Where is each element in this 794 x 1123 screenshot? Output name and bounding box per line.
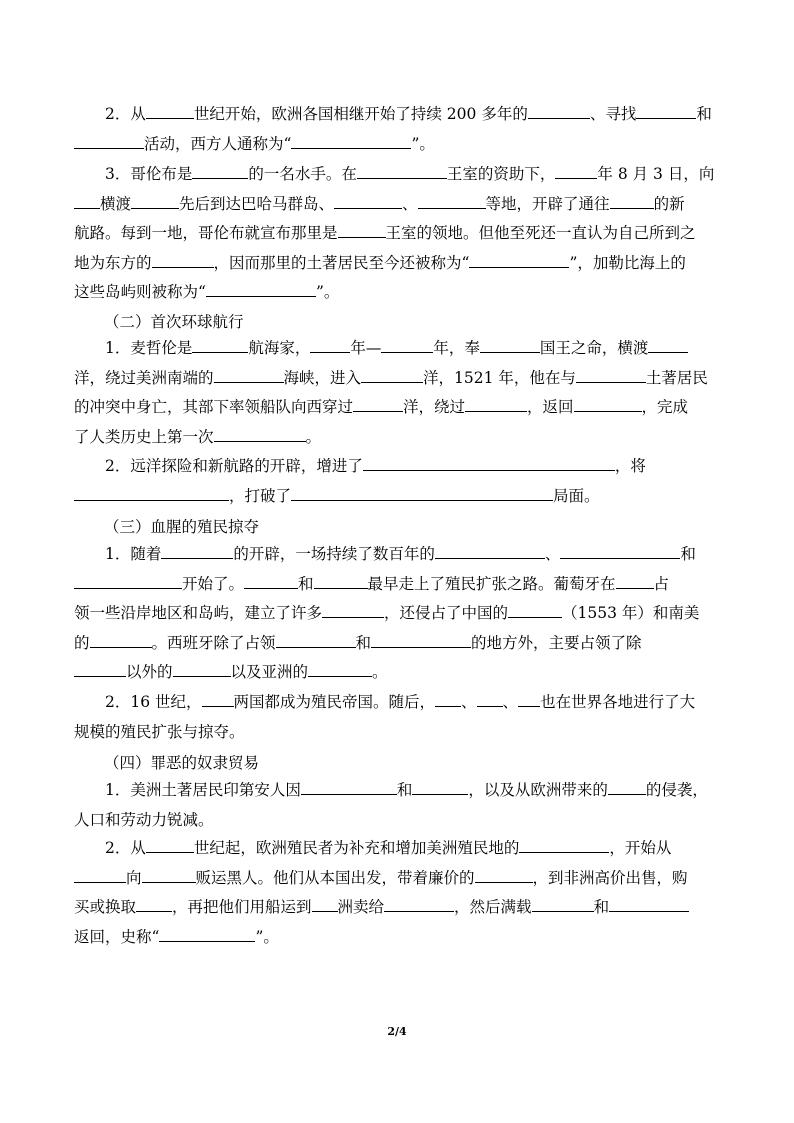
question-text: 2．从 bbox=[74, 105, 146, 123]
question-text: 。西班牙除了占领 bbox=[151, 633, 276, 652]
answer-blank[interactable] bbox=[161, 543, 233, 559]
question-text: 向 bbox=[126, 868, 142, 887]
question-text: 开始了。 bbox=[182, 574, 245, 593]
question-text: 占 bbox=[653, 574, 670, 593]
text-line bbox=[74, 393, 720, 423]
question-text: 等地，开辟了通往 bbox=[485, 194, 610, 213]
question-text: ，打破了 bbox=[229, 486, 292, 505]
question-text: 活动，西方人通称为“ bbox=[144, 134, 292, 153]
answer-blank[interactable] bbox=[192, 337, 248, 353]
text-line bbox=[74, 776, 720, 806]
question-text: 规模的殖民扩张与掠夺。 bbox=[74, 722, 245, 741]
text-line bbox=[74, 100, 720, 130]
text-line bbox=[74, 219, 720, 249]
question-paragraph bbox=[74, 776, 720, 835]
answer-blank[interactable] bbox=[301, 779, 397, 795]
question-text: ，完成 bbox=[641, 398, 689, 416]
question-text: 人口和劳动力锐减。 bbox=[74, 810, 214, 829]
answer-blank[interactable] bbox=[576, 367, 646, 383]
answer-blank[interactable] bbox=[361, 367, 423, 383]
text-line bbox=[74, 688, 720, 718]
text-line bbox=[74, 334, 720, 364]
answer-blank[interactable] bbox=[202, 691, 234, 707]
question-text: ，还侵占了中国的 bbox=[384, 604, 509, 622]
question-text: 这些岛屿则被称为“ bbox=[74, 283, 206, 301]
answer-blank[interactable] bbox=[435, 691, 461, 707]
question-text: 和 bbox=[593, 898, 610, 916]
answer-blank[interactable] bbox=[310, 337, 350, 353]
answer-blank[interactable] bbox=[74, 193, 100, 209]
answer-blank[interactable] bbox=[146, 103, 194, 119]
question-text: 。 bbox=[372, 663, 388, 681]
question-text: 2．16 世纪， bbox=[74, 693, 202, 711]
question-text: 、寻找 bbox=[589, 105, 637, 123]
answer-blank[interactable] bbox=[610, 193, 654, 209]
answer-blank[interactable] bbox=[465, 396, 527, 412]
question-text: 的新 bbox=[653, 194, 685, 213]
question-text: 海峡，进入 bbox=[283, 368, 362, 387]
answer-blank[interactable] bbox=[291, 485, 553, 501]
text-line bbox=[74, 278, 720, 308]
question-text: 世纪开始，欧洲各国相继开始了持续 200 多年的 bbox=[193, 105, 528, 123]
question-paragraph bbox=[74, 834, 720, 952]
answer-blank[interactable] bbox=[338, 222, 386, 238]
answer-blank[interactable] bbox=[357, 163, 447, 179]
question-text: 的开辟，一场持续了数百年的 bbox=[233, 545, 435, 563]
question-text: ，再把他们用船运到 bbox=[172, 898, 312, 916]
section-heading: （四）罪恶的奴隶贸易 bbox=[104, 754, 260, 772]
question-text: 和 bbox=[298, 574, 314, 593]
question-paragraph bbox=[74, 100, 720, 159]
question-text: ，返回 bbox=[527, 398, 574, 416]
question-text: ，到非洲高价出售，购 bbox=[532, 868, 688, 887]
text-line bbox=[74, 482, 720, 512]
question-text: 洲卖给 bbox=[337, 898, 385, 916]
text-line bbox=[74, 540, 720, 570]
text-line bbox=[74, 599, 720, 629]
question-text: 航海家， bbox=[248, 339, 311, 357]
question-paragraph bbox=[74, 540, 720, 688]
question-text: ，因而那里的土著居民至今还被称为“ bbox=[213, 253, 470, 272]
question-text: ”。 bbox=[255, 927, 279, 946]
answer-blank[interactable] bbox=[477, 691, 503, 707]
answer-blank[interactable] bbox=[371, 632, 471, 648]
answer-blank[interactable] bbox=[469, 252, 569, 268]
question-paragraph bbox=[74, 688, 720, 747]
question-text: 、 bbox=[502, 693, 519, 711]
question-text: 两国都成为殖民帝国。随后， bbox=[233, 693, 436, 711]
question-text: 和 bbox=[680, 545, 696, 563]
text-line bbox=[74, 570, 720, 600]
question-text: 土著居民 bbox=[645, 368, 708, 387]
question-text: ，然后满载 bbox=[454, 898, 532, 916]
question-text: 也在世界各地进行了大 bbox=[540, 693, 696, 711]
question-text: 1．麦哲伦是 bbox=[74, 339, 193, 357]
answer-blank[interactable] bbox=[532, 896, 594, 912]
question-text: 洋，绕过美洲南端的 bbox=[74, 368, 214, 387]
answer-blank[interactable] bbox=[435, 543, 545, 559]
answer-blank[interactable] bbox=[308, 661, 372, 677]
question-text: 洋，1521 年，他在与 bbox=[423, 368, 576, 387]
text-line bbox=[74, 893, 720, 923]
question-text: ，开始从 bbox=[609, 839, 672, 857]
question-text: 和 bbox=[696, 105, 712, 123]
answer-blank[interactable] bbox=[518, 691, 540, 707]
question-text: 、 bbox=[461, 693, 477, 711]
text-line bbox=[74, 629, 720, 659]
answer-blank[interactable] bbox=[412, 779, 468, 795]
section-heading: （三）血腥的殖民掠夺 bbox=[104, 518, 260, 536]
answer-blank[interactable] bbox=[636, 103, 696, 119]
question-text: 局面。 bbox=[553, 486, 600, 505]
answer-blank[interactable] bbox=[206, 281, 316, 297]
answer-blank[interactable] bbox=[418, 193, 486, 209]
question-text: 最早走上了殖民扩张之路。葡萄牙在 bbox=[367, 574, 616, 593]
answer-blank[interactable] bbox=[314, 573, 368, 589]
answer-blank[interactable] bbox=[152, 252, 214, 268]
answer-blank[interactable] bbox=[276, 632, 356, 648]
question-text: 的地方外，主要占领了除 bbox=[471, 633, 642, 652]
answer-blank[interactable] bbox=[648, 337, 688, 353]
question-text: 贩运黑人。他们从本国出发，带着廉价的 bbox=[195, 868, 475, 887]
question-text: 先后到达巴哈马群岛、 bbox=[179, 194, 335, 213]
question-text: 王室的资助下， bbox=[446, 165, 556, 183]
answer-blank[interactable] bbox=[480, 337, 540, 353]
question-text: 以外的 bbox=[126, 663, 173, 681]
answer-blank[interactable] bbox=[353, 396, 403, 412]
text-line bbox=[74, 190, 720, 220]
answer-blank[interactable] bbox=[244, 573, 298, 589]
text-line bbox=[74, 718, 720, 748]
question-text: 、 bbox=[544, 545, 561, 563]
question-text: ，以及从欧洲带来的 bbox=[468, 781, 608, 799]
question-text: 年 8 月 3 日，向 bbox=[597, 165, 715, 183]
text-line bbox=[74, 834, 720, 864]
text-line bbox=[74, 923, 720, 953]
answer-blank[interactable] bbox=[74, 867, 126, 883]
question-text: ”，加勒比海上的 bbox=[569, 253, 686, 272]
question-text: 返回，史称“ bbox=[74, 927, 160, 946]
question-text: 领一些沿岸地区和岛屿，建立了许多 bbox=[74, 604, 323, 622]
question-text: 和 bbox=[355, 633, 372, 652]
question-text: 横渡 bbox=[100, 194, 132, 213]
answer-blank[interactable] bbox=[131, 193, 179, 209]
answer-blank[interactable] bbox=[291, 133, 411, 149]
text-line bbox=[74, 423, 720, 453]
question-text: 以及亚洲的 bbox=[230, 663, 309, 681]
question-text: ”。 bbox=[411, 134, 435, 153]
text-line bbox=[74, 658, 720, 688]
text-line bbox=[74, 160, 720, 190]
answer-blank[interactable] bbox=[90, 632, 152, 648]
answer-blank[interactable] bbox=[214, 426, 306, 442]
answer-blank[interactable] bbox=[528, 103, 590, 119]
answer-blank[interactable] bbox=[609, 896, 689, 912]
answer-blank[interactable] bbox=[574, 396, 642, 412]
answer-blank[interactable] bbox=[142, 867, 196, 883]
question-text: 的冲突中身亡，其部下率领船队向西穿过 bbox=[74, 398, 354, 416]
answer-blank[interactable] bbox=[608, 779, 646, 795]
question-text: 了人类历史上第一次 bbox=[74, 427, 214, 446]
answer-blank[interactable] bbox=[384, 896, 454, 912]
answer-blank[interactable] bbox=[560, 543, 680, 559]
question-paragraph bbox=[74, 160, 720, 308]
answer-blank[interactable] bbox=[74, 133, 144, 149]
question-text: 买或换取 bbox=[74, 898, 137, 916]
question-text: 洋，绕过 bbox=[403, 398, 466, 416]
question-text: 航路。每到一地，哥伦布就宣布那里是 bbox=[74, 224, 338, 242]
answer-blank[interactable] bbox=[322, 602, 384, 618]
text-line bbox=[74, 806, 720, 836]
page-number: 2/4 bbox=[387, 1025, 407, 1038]
answer-blank[interactable] bbox=[74, 573, 182, 589]
text-line bbox=[74, 249, 720, 279]
answer-blank[interactable] bbox=[146, 837, 194, 853]
question-text: （1553 年）和南美 bbox=[562, 604, 700, 622]
question-text: 王室的领地。但他至死还一直认为自己所到之 bbox=[385, 224, 696, 242]
question-text: 的 bbox=[74, 633, 90, 652]
answer-blank[interactable] bbox=[381, 337, 433, 353]
answer-blank[interactable] bbox=[334, 193, 402, 209]
question-text: 地为东方的 bbox=[74, 253, 152, 272]
question-text: 年，奉 bbox=[433, 339, 480, 357]
text-line bbox=[74, 130, 720, 160]
question-text: 1．随着 bbox=[74, 545, 162, 563]
answer-blank[interactable] bbox=[74, 661, 126, 677]
answer-blank[interactable] bbox=[214, 367, 284, 383]
question-text: 2．远洋探险和新航路的开辟，增进了 bbox=[74, 457, 363, 475]
question-paragraph bbox=[74, 334, 720, 452]
question-text: 年— bbox=[350, 339, 382, 357]
answer-blank[interactable] bbox=[173, 661, 231, 677]
question-text: 世纪起，欧洲殖民者为补充和增加美洲殖民地的 bbox=[193, 839, 520, 857]
question-text: ”。 bbox=[315, 283, 340, 301]
answer-blank[interactable] bbox=[519, 837, 609, 853]
question-text: 。 bbox=[305, 427, 322, 446]
answer-blank[interactable] bbox=[74, 485, 229, 501]
question-text: ，将 bbox=[614, 457, 646, 475]
answer-blank[interactable] bbox=[475, 867, 533, 883]
answer-blank[interactable] bbox=[159, 926, 255, 942]
answer-blank[interactable] bbox=[363, 455, 615, 471]
section-heading: （二）首次环球航行 bbox=[104, 313, 244, 331]
answer-blank[interactable] bbox=[192, 163, 248, 179]
answer-blank[interactable] bbox=[136, 896, 172, 912]
question-paragraph bbox=[74, 452, 720, 511]
answer-blank[interactable] bbox=[616, 573, 654, 589]
question-text: 3．哥伦布是 bbox=[74, 165, 193, 183]
question-text: 国王之命，横渡 bbox=[539, 339, 649, 357]
question-text: 的侵袭， bbox=[645, 781, 708, 799]
question-text: 、 bbox=[402, 194, 418, 213]
answer-blank[interactable] bbox=[508, 602, 562, 618]
text-line bbox=[74, 364, 720, 394]
question-text: 和 bbox=[396, 781, 413, 799]
answer-blank[interactable] bbox=[312, 896, 338, 912]
text-line bbox=[74, 864, 720, 894]
answer-blank[interactable] bbox=[555, 163, 597, 179]
question-text: 的一名水手。在 bbox=[248, 165, 357, 183]
text-line bbox=[74, 452, 720, 482]
question-text: 1．美洲土著居民印第安人因 bbox=[74, 781, 301, 799]
question-text: 2．从 bbox=[74, 839, 146, 857]
